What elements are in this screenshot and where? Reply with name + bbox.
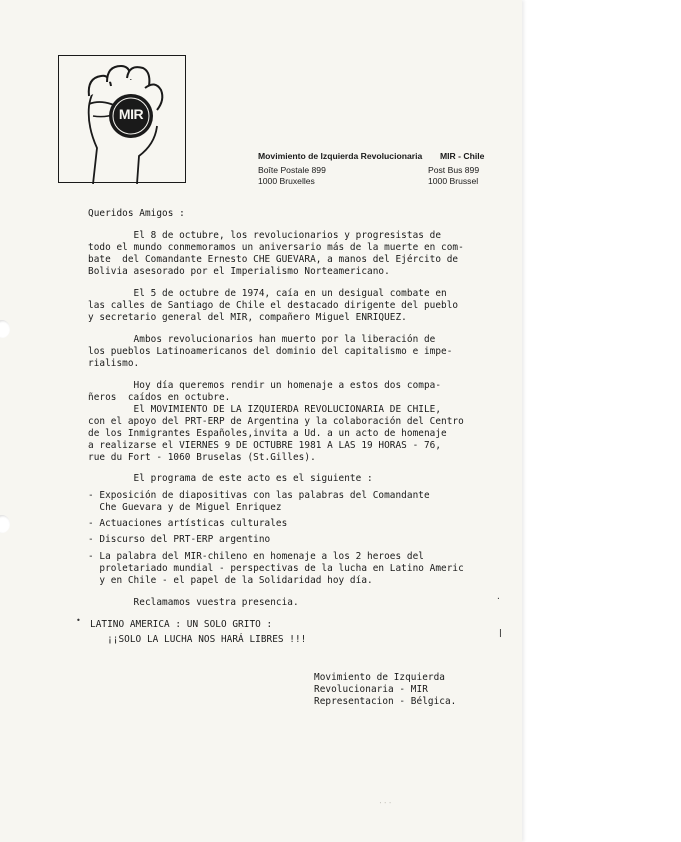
body-line: Reclamamos vuestra presencia. [88, 597, 299, 608]
body-line: a realizarse el VIERNES 9 DE OCTUBRE 1981 A LAS 19 HORAS - 76, [88, 440, 442, 451]
signature-line2: Revolucionaria - MIR [314, 684, 428, 695]
program-item: - La palabra del MIR-chileno en homenaje a los 2 heroes del [88, 551, 424, 562]
address-nl-line2: 1000 Brussel [428, 176, 479, 186]
body-line: rialismo. [88, 358, 140, 369]
body-line: El programa de este acto es el siguiente : [88, 473, 373, 484]
body-line: Hoy día queremos rendir un homenaje a estos dos compa- [88, 380, 442, 391]
body-line: con el apoyo del PRT-ERP de Argentina y la colaboración del Centro [88, 416, 464, 427]
body-line: bate del Comandante Ernesto CHE GUEVARA, a manos del Ejército de [88, 254, 459, 265]
address-fr-line2: 1000 Bruxelles [258, 176, 315, 186]
body-line: las calles de Santiago de Chile el destacado dirigente del pueblo [88, 300, 459, 311]
slogan-line1: LATINO AMERICA : UN SOLO GRITO : [90, 619, 273, 630]
program-item: - Actuaciones artísticas culturales [88, 518, 288, 529]
signature-line1: Movimiento de Izquierda [314, 672, 445, 683]
body-line: de los Inmigrantes Españoles,invita a Ud. a un acto de homenaje [88, 428, 447, 439]
body-line: El 8 de octubre, los revolucionarios y progresistas de [88, 230, 442, 241]
body-line: los pueblos Latinoamericanos del dominio del capitalismo e impe- [88, 346, 453, 357]
org-name: Movimiento de Izquierda Revolucionaria [258, 151, 423, 161]
slogan-line2: ¡¡SOLO LA LUCHA NOS HARÁ LIBRES !!! [90, 634, 307, 645]
margin-mark: • [76, 616, 81, 625]
program-item-cont: Che Guevara y de Miguel Enriquez [88, 502, 282, 513]
program-item-cont: proletariado mundial - perspectivas de la lucha en Latino Americ [88, 563, 464, 574]
margin-mark: | [498, 628, 503, 637]
logo-text: MIR [118, 106, 144, 122]
body-line: El MOVIMIENTO DE LA IZQUIERDA REVOLUCIONARIA DE CHILE, [88, 404, 442, 415]
address-fr-line1: Boîte Postale 899 [258, 165, 326, 175]
salutation: Queridos Amigos : [88, 208, 185, 219]
body-line: ñeros caídos en octubre. [88, 392, 231, 403]
body-line: rue du Fort - 1060 Bruselas (St.Gilles). [88, 452, 316, 463]
program-item: - Exposición de diapositivas con las palabras del Comandante [88, 490, 430, 501]
punch-hole [0, 515, 10, 533]
punch-hole [0, 320, 10, 338]
program-item: - Discurso del PRT-ERP argentino [88, 534, 271, 545]
program-item-cont: y en Chile - el papel de la Solidaridad hoy día. [88, 575, 373, 586]
bleed-through-text: ... [378, 800, 393, 809]
org-short-name: MIR - Chile [440, 151, 485, 161]
body-line: Bolivia asesorado por el Imperialismo Norteamericano. [88, 266, 390, 277]
mir-logo [58, 55, 186, 183]
body-line: El 5 de octubre de 1974, caía en un desigual combate en [88, 288, 447, 299]
address-nl-line1: Post Bus 899 [428, 165, 480, 175]
body-line: y secretario general del MIR, compañero Miguel ENRIQUEZ. [88, 312, 407, 323]
signature-line3: Representacion - Bélgica. [314, 696, 457, 707]
margin-mark: . [496, 592, 501, 601]
body-line: todo el mundo conmemoramos un aniversario más de la muerte en com- [88, 242, 464, 253]
body-line: Ambos revolucionarios han muerto por la liberación de [88, 334, 436, 345]
